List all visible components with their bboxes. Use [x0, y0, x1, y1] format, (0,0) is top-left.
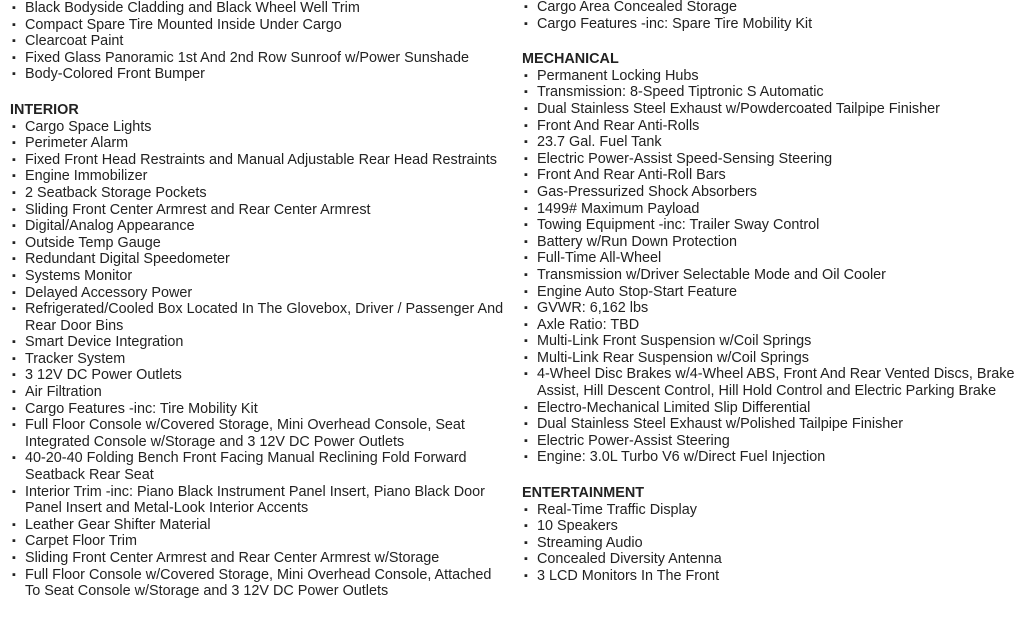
list-item: ▪ Carpet Floor Trim — [10, 533, 510, 550]
list-item: ▪ Redundant Digital Speedometer — [10, 251, 510, 268]
list-item: ▪ Concealed Diversity Antenna — [522, 551, 1017, 568]
list-item: ▪ Systems Monitor — [10, 268, 510, 285]
list-item: ▪ Engine: 3.0L Turbo V6 w/Direct Fuel Injection — [522, 449, 1017, 466]
list-item: ▪ Electric Power-Assist Steering — [522, 433, 1017, 450]
right-column — [522, 0, 1017, 585]
list-item: ▪ Dual Stainless Steel Exhaust w/Powdercoated Tailpipe Finisher — [522, 101, 1017, 118]
interior-list — [10, 119, 510, 600]
list-item: ▪ Air Filtration — [10, 384, 510, 401]
list-item: ▪ Delayed Accessory Power — [10, 285, 510, 302]
list-item: ▪ Digital/Analog Appearance — [10, 218, 510, 235]
entertainment-heading: ENTERTAINMENT — [522, 485, 645, 502]
list-item: ▪ Tracker System — [10, 351, 510, 368]
list-item: ▪ Dual Stainless Steel Exhaust w/Polished Tailpipe Finisher — [522, 416, 1017, 433]
list-item: ▪ 23.7 Gal. Fuel Tank — [522, 134, 1017, 151]
list-item: ▪ Front And Rear Anti-Roll Bars — [522, 167, 1017, 184]
section-gap — [522, 466, 1017, 485]
list-item: ▪ 3 LCD Monitors In The Front — [522, 568, 1017, 585]
list-item: ▪ 40-20-40 Folding Bench Front Facing Manual Reclining Fold Forward Seatback Rear Seat — [10, 450, 510, 483]
list-item: ▪ Leather Gear Shifter Material — [10, 517, 510, 534]
list-item: ▪ Engine Immobilizer — [10, 168, 510, 185]
list-item: ▪ Black Bodyside Cladding and Black Wheel Well Trim — [10, 0, 510, 17]
list-item: ▪ 10 Speakers — [522, 518, 1017, 535]
list-item: ▪ Fixed Glass Panoramic 1st And 2nd Row Sunroof w/Power Sunshade — [10, 50, 510, 67]
list-item: ▪ Outside Temp Gauge — [10, 235, 510, 252]
list-item: ▪ Front And Rear Anti-Rolls — [522, 118, 1017, 135]
list-item: ▪ Cargo Space Lights — [10, 119, 510, 136]
list-item: ▪ Real-Time Traffic Display — [522, 502, 1017, 519]
section-gap — [522, 32, 1017, 51]
list-item: ▪ Interior Trim -inc: Piano Black Instrument Panel Insert, Piano Black Door Panel Insert and Metal-Look Interior Accents — [10, 484, 510, 517]
list-item: ▪ GVWR: 6,162 lbs — [522, 300, 1017, 317]
exterior-list — [10, 0, 510, 83]
section-gap — [10, 83, 510, 102]
list-item: ▪ Cargo Area Concealed Storage — [522, 0, 1017, 16]
list-item: ▪ Transmission w/Driver Selectable Mode and Oil Cooler — [522, 267, 1017, 284]
left-column — [10, 0, 510, 600]
list-item: ▪ 2 Seatback Storage Pockets — [10, 185, 510, 202]
list-item: ▪ Clearcoat Paint — [10, 33, 510, 50]
interior-heading: INTERIOR — [10, 101, 79, 118]
list-item: ▪ 4-Wheel Disc Brakes w/4-Wheel ABS, Front And Rear Vented Discs, Brake Assist, Hill Descent Control, Hill Hold Control and Electric Parking Brake — [522, 366, 1017, 399]
list-item: ▪ Sliding Front Center Armrest and Rear Center Armrest w/Storage — [10, 550, 510, 567]
list-item: ▪ Cargo Features -inc: Tire Mobility Kit — [10, 401, 510, 418]
list-item: ▪ Gas-Pressurized Shock Absorbers — [522, 184, 1017, 201]
list-item: ▪ Fixed Front Head Restraints and Manual Adjustable Rear Head Restraints — [10, 152, 510, 169]
mechanical-list — [522, 68, 1017, 466]
list-item: ▪ Axle Ratio: TBD — [522, 317, 1017, 334]
list-item: ▪ Sliding Front Center Armrest and Rear Center Armrest — [10, 202, 510, 219]
list-item: ▪ Compact Spare Tire Mounted Inside Under Cargo — [10, 17, 510, 34]
list-item: ▪ Refrigerated/Cooled Box Located In The Glovebox, Driver / Passenger And Rear Door Bins — [10, 301, 510, 334]
list-item: ▪ Electric Power-Assist Speed-Sensing Steering — [522, 151, 1017, 168]
list-item: ▪ Cargo Features -inc: Spare Tire Mobility Kit — [522, 16, 1017, 33]
list-item: ▪ Battery w/Run Down Protection — [522, 234, 1017, 251]
cargo-list — [522, 0, 1017, 32]
list-item: ▪ 1499# Maximum Payload — [522, 201, 1017, 218]
list-item: ▪ Body-Colored Front Bumper — [10, 66, 510, 83]
list-item: ▪ Permanent Locking Hubs — [522, 68, 1017, 85]
list-item: ▪ Multi-Link Front Suspension w/Coil Springs — [522, 333, 1017, 350]
list-item: ▪ Multi-Link Rear Suspension w/Coil Springs — [522, 350, 1017, 367]
list-item: ▪ Towing Equipment -inc: Trailer Sway Control — [522, 217, 1017, 234]
mechanical-heading: MECHANICAL — [522, 51, 619, 68]
list-item: ▪ Smart Device Integration — [10, 334, 510, 351]
list-item: ▪ Full Floor Console w/Covered Storage, Mini Overhead Console, Attached To Seat Console w/Storage and 3 12V DC Power Outlets — [10, 567, 510, 600]
list-item: ▪ Full Floor Console w/Covered Storage, Mini Overhead Console, Seat Integrated Console w/Storage and 3 12V DC Power Outlets — [10, 417, 510, 450]
list-item: ▪ 3 12V DC Power Outlets — [10, 367, 510, 384]
list-item: ▪ Streaming Audio — [522, 535, 1017, 552]
entertainment-list — [522, 502, 1017, 585]
list-item: ▪ Electro-Mechanical Limited Slip Differential — [522, 400, 1017, 417]
list-item: ▪ Full-Time All-Wheel — [522, 250, 1017, 267]
list-item: ▪ Transmission: 8-Speed Tiptronic S Automatic — [522, 84, 1017, 101]
list-item: ▪ Perimeter Alarm — [10, 135, 510, 152]
list-item: ▪ Engine Auto Stop-Start Feature — [522, 284, 1017, 301]
